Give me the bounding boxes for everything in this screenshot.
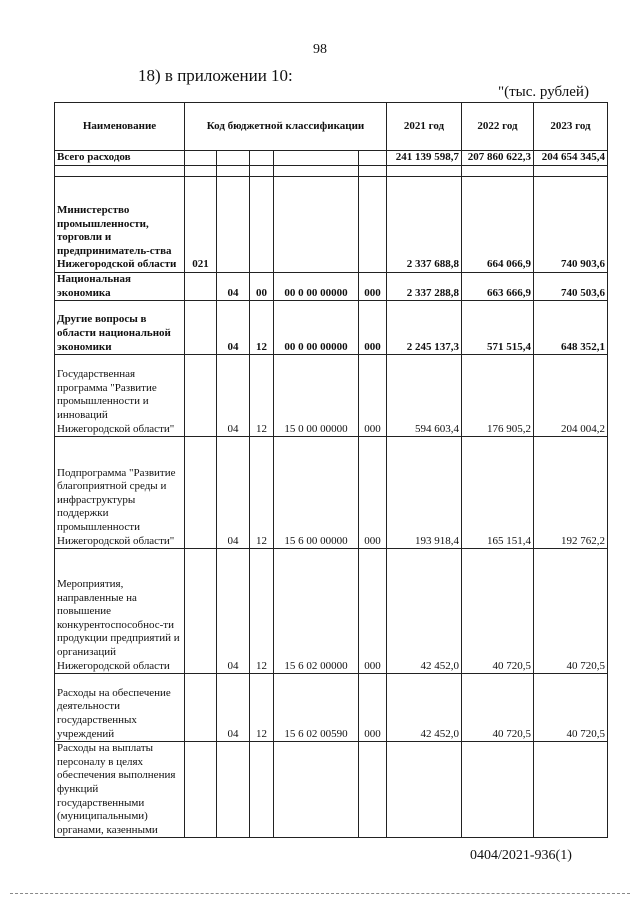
bottom-scan-line: [10, 893, 630, 894]
value-2023: 648 352,1: [534, 301, 608, 355]
code-expense-type: 000: [359, 674, 387, 742]
code-subsection: [250, 742, 274, 838]
value-2022: 40 720,5: [462, 674, 534, 742]
value-2022: [462, 742, 534, 838]
code-subsection: 12: [250, 549, 274, 674]
total-name: Всего расходов: [55, 151, 185, 166]
code-subsection: [250, 177, 274, 273]
table-row: [55, 742, 608, 838]
code-ministry: [185, 437, 217, 549]
header-2021: 2021 год: [387, 103, 462, 151]
code-target: 15 0 00 00000: [274, 355, 359, 437]
value-2022: 571 515,4: [462, 301, 534, 355]
table-row: [55, 355, 608, 437]
value-2021: 594 603,4: [387, 355, 462, 437]
code-ministry: [185, 674, 217, 742]
code-section: 04: [217, 301, 250, 355]
code-subsection: 00: [250, 273, 274, 301]
code-section: 04: [217, 355, 250, 437]
code-section: [217, 177, 250, 273]
code-expense-type: [359, 742, 387, 838]
value-2021: 42 452,0: [387, 674, 462, 742]
value-2022: 664 066,9: [462, 177, 534, 273]
code-ministry: [185, 355, 217, 437]
header-2023: 2023 год: [534, 103, 608, 151]
code-expense-type: 000: [359, 301, 387, 355]
value-2023: [534, 742, 608, 838]
code-subsection: 12: [250, 674, 274, 742]
row-name: Министерство промышленности, торговли и предприниматель-ства Нижегородской области: [55, 177, 185, 273]
value-2023: 40 720,5: [534, 549, 608, 674]
value-2021: 193 918,4: [387, 437, 462, 549]
table-row: [55, 549, 608, 674]
total-2023: 204 654 345,4: [534, 151, 608, 166]
code-ministry: [185, 549, 217, 674]
code-expense-type: 000: [359, 549, 387, 674]
header-2022: 2022 год: [462, 103, 534, 151]
value-2021: 2 337 288,8: [387, 273, 462, 301]
value-2023: 740 503,6: [534, 273, 608, 301]
table-header-row: [55, 103, 608, 151]
table-row: [55, 273, 608, 301]
value-2021: 2 337 688,8: [387, 177, 462, 273]
table-row: [55, 674, 608, 742]
row-name: Расходы на обеспечение деятельности государственных учреждений: [55, 674, 185, 742]
total-2022: 207 860 622,3: [462, 151, 534, 166]
page-number: 98: [313, 42, 327, 57]
code-target: 15 6 02 00590: [274, 674, 359, 742]
header-code: Код бюджетной классификации: [185, 103, 387, 151]
code-section: 04: [217, 273, 250, 301]
code-target: 00 0 00 00000: [274, 273, 359, 301]
row-name: Расходы на выплаты персоналу в целях обеспечения выполнения функций государственными (муниципальными) органами, казенными: [55, 742, 185, 838]
code-section: 04: [217, 549, 250, 674]
value-2023: 740 903,6: [534, 177, 608, 273]
header-name: Наименование: [55, 103, 185, 151]
document-code: 0404/2021-936(1): [470, 848, 572, 863]
code-expense-type: 000: [359, 437, 387, 549]
code-target: 15 6 02 00000: [274, 549, 359, 674]
code-section: [217, 742, 250, 838]
value-2023: 40 720,5: [534, 674, 608, 742]
appendix-heading: 18) в приложении 10:: [138, 66, 293, 85]
code-ministry: [185, 273, 217, 301]
value-2022: 40 720,5: [462, 549, 534, 674]
total-row: [55, 151, 608, 166]
code-target: [274, 177, 359, 273]
value-2022: 165 151,4: [462, 437, 534, 549]
table-row: [55, 301, 608, 355]
code-target: [274, 742, 359, 838]
table-row: [55, 177, 608, 273]
code-expense-type: [359, 177, 387, 273]
value-2022: 663 666,9: [462, 273, 534, 301]
total-2021: 241 139 598,7: [387, 151, 462, 166]
code-expense-type: 000: [359, 355, 387, 437]
code-section: 04: [217, 674, 250, 742]
code-target: 00 0 00 00000: [274, 301, 359, 355]
code-subsection: 12: [250, 355, 274, 437]
code-subsection: 12: [250, 437, 274, 549]
table-row: [55, 437, 608, 549]
code-expense-type: 000: [359, 273, 387, 301]
row-name: Национальная экономика: [55, 273, 185, 301]
budget-table: [54, 102, 608, 838]
row-name: Мероприятия, направленные на повышение конкурентоспособнос-ти продукции предприятий и организаций Нижегородской области: [55, 549, 185, 674]
value-2022: 176 905,2: [462, 355, 534, 437]
spacer-row: [55, 166, 608, 177]
value-2021: 2 245 137,3: [387, 301, 462, 355]
row-name: Другие вопросы в области национальной экономики: [55, 301, 185, 355]
code-ministry: [185, 301, 217, 355]
code-subsection: 12: [250, 301, 274, 355]
code-section: 04: [217, 437, 250, 549]
row-name: Государственная программа "Развитие промышленности и инноваций Нижегородской области": [55, 355, 185, 437]
value-2023: 204 004,2: [534, 355, 608, 437]
row-name: Подпрограмма "Развитие благоприятной среды и инфраструктуры поддержки промышленности Нижегородской области": [55, 437, 185, 549]
value-2021: 42 452,0: [387, 549, 462, 674]
code-ministry: 021: [185, 177, 217, 273]
value-2023: 192 762,2: [534, 437, 608, 549]
units-label: "(тыс. рублей): [498, 84, 589, 100]
code-ministry: [185, 742, 217, 838]
value-2021: [387, 742, 462, 838]
code-target: 15 6 00 00000: [274, 437, 359, 549]
